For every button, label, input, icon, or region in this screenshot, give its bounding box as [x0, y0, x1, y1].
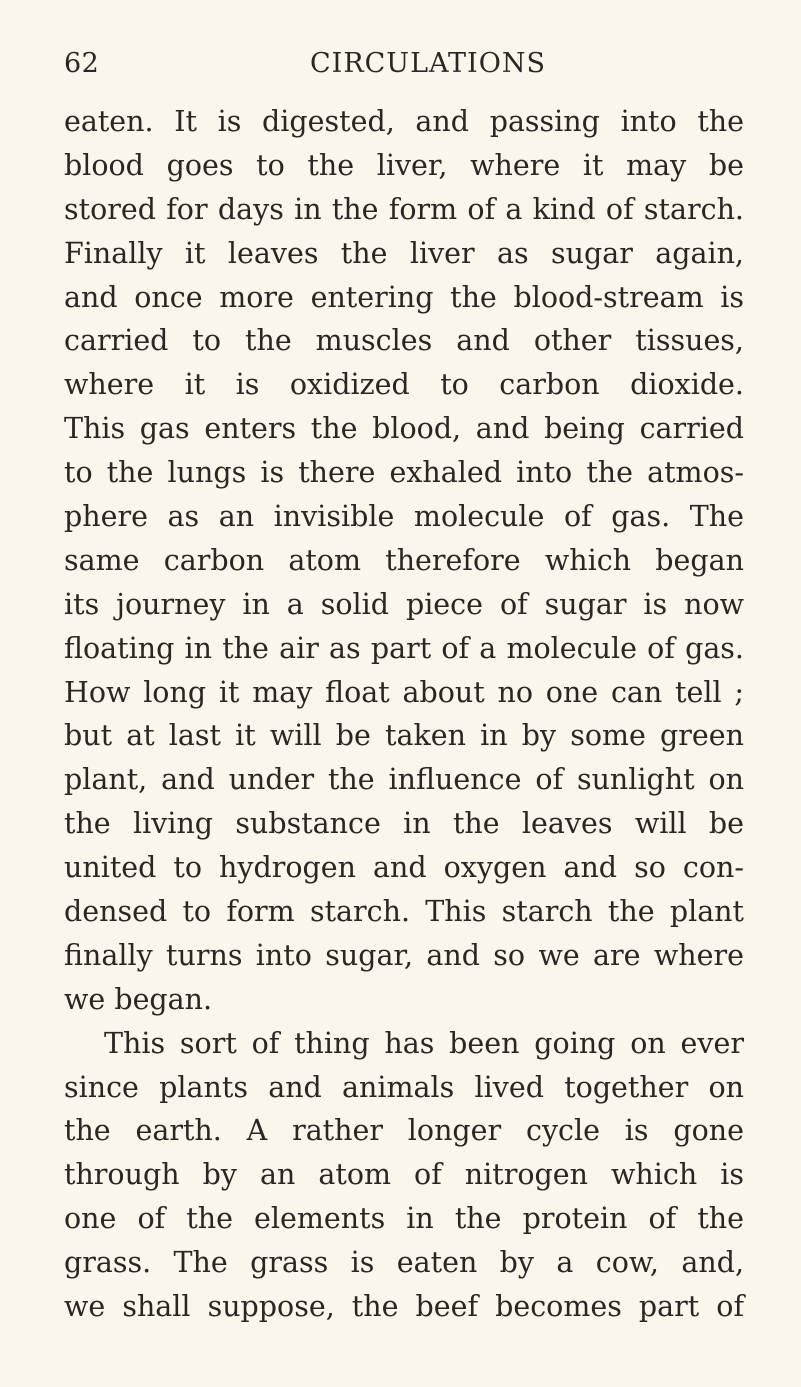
- text-line: eaten. It is digested, and passing into the: [64, 105, 744, 138]
- text-line: same carbon atom therefore which began: [64, 543, 744, 577]
- body-text: [64, 100, 744, 1329]
- text-line: This gas enters the blood, and being carried: [64, 412, 744, 446]
- text-line: the living substance in the leaves will be: [64, 807, 744, 841]
- text-line: grass. The grass is eaten by a cow, and,: [64, 1246, 744, 1280]
- text-line: where it is oxidized to carbon dioxide.: [64, 368, 744, 402]
- text-line: finally turns into sugar, and so we are where: [64, 938, 744, 972]
- text-line: Finally it leaves the liver as sugar again,: [64, 236, 744, 270]
- text-line: through by an atom of nitrogen which is: [64, 1158, 744, 1192]
- text-line: we shall suppose, the beef becomes part of: [64, 1290, 744, 1324]
- running-head: [64, 44, 744, 84]
- text-line: This sort of thing has been going on ever: [104, 1026, 744, 1060]
- text-line: blood goes to the liver, where it may be: [64, 148, 744, 182]
- text-line: and once more entering the blood-stream is: [64, 280, 744, 314]
- text-line: since plants and animals lived together on: [64, 1070, 744, 1104]
- text-line: How long it may float about no one can tell ;: [64, 675, 744, 709]
- text-line: plant, and under the influence of sunlight on: [64, 763, 744, 797]
- running-title: CIRCULATIONS: [310, 48, 546, 79]
- text-line: one of the elements in the protein of the: [64, 1202, 744, 1236]
- text-line: its journey in a solid piece of sugar is now: [64, 587, 744, 621]
- text-line: united to hydrogen and oxygen and so con-: [64, 851, 744, 885]
- text-line: stored for days in the form of a kind of starch.: [64, 192, 744, 226]
- text-line: the earth. A rather longer cycle is gone: [64, 1114, 744, 1148]
- text-line: carried to the muscles and other tissues,: [64, 324, 744, 358]
- text-line: floating in the air as part of a molecule of gas.: [64, 631, 744, 665]
- page-number: 62: [64, 48, 100, 79]
- text-line: densed to form starch. This starch the plant: [64, 895, 744, 929]
- text-line: but at last it will be taken in by some green: [64, 719, 744, 753]
- text-line: to the lungs is there exhaled into the atmos-: [64, 456, 744, 490]
- text-line: we began.: [64, 982, 213, 1016]
- text-line: phere as an invisible molecule of gas. The: [64, 500, 744, 534]
